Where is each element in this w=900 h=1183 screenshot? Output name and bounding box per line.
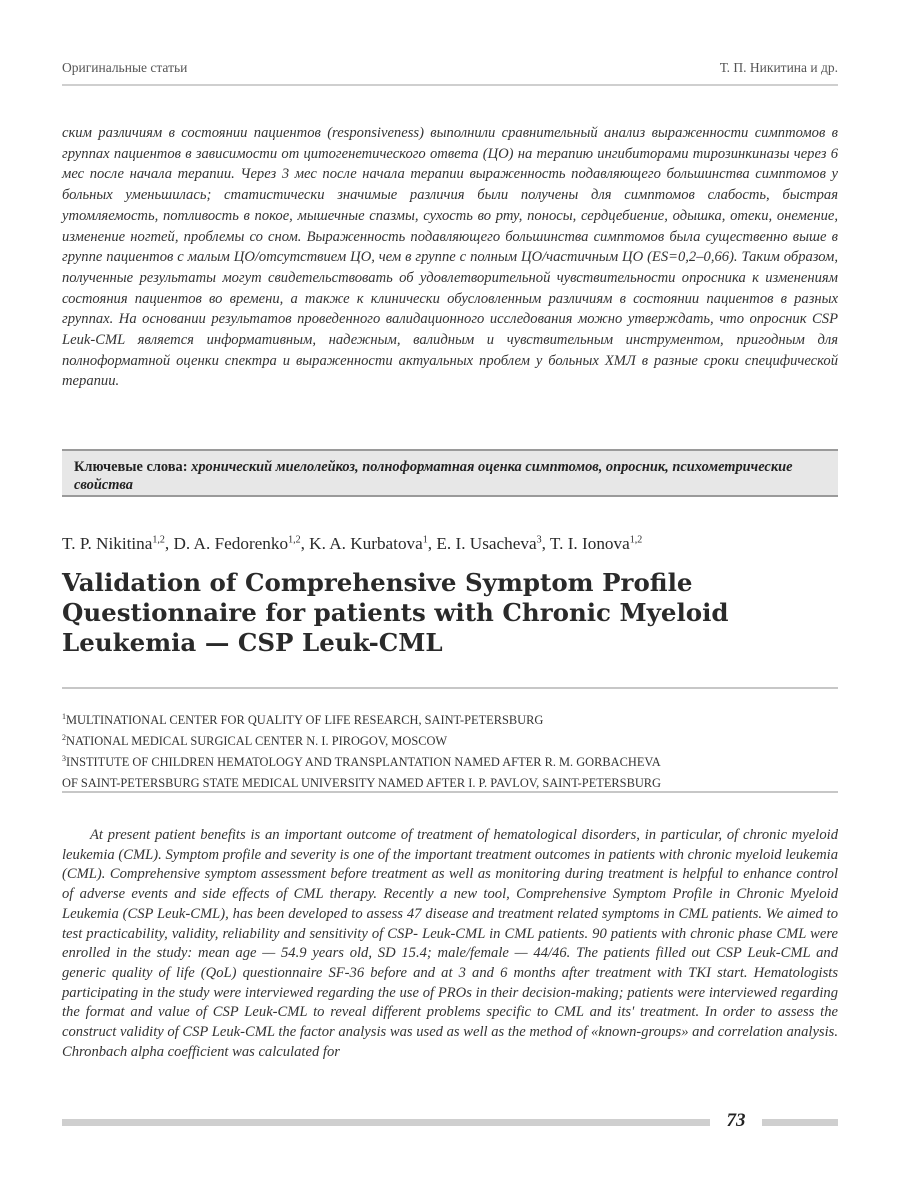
author-separator: , xyxy=(164,534,174,553)
affiliation-line xyxy=(62,750,838,771)
affiliation-text: MULTINATIONAL CENTER FOR QUALITY OF LIFE RESEARCH, SAINT-PETERSBURG xyxy=(66,713,544,728)
affiliation-line xyxy=(62,729,838,750)
author-separator: , xyxy=(300,534,310,553)
header-authors: Т. П. Никитина и др. xyxy=(719,60,838,75)
keywords-box xyxy=(62,449,838,497)
affiliation-line xyxy=(62,771,838,792)
affiliations xyxy=(62,708,838,793)
author-list xyxy=(62,534,838,554)
page-number: 73 xyxy=(726,1110,746,1131)
author-affiliation-mark: 1,2 xyxy=(152,534,165,546)
article-title xyxy=(62,568,838,658)
affiliations-bottom-divider xyxy=(62,791,838,793)
author-affiliation-mark: 1,2 xyxy=(288,534,301,546)
footer-bar-left xyxy=(62,1119,710,1126)
running-header xyxy=(62,60,838,76)
header-section: Оригинальные статьи xyxy=(62,60,188,75)
affiliation-text: NATIONAL MEDICAL SURGICAL CENTER N. I. PIROGOV, MOSCOW xyxy=(66,734,448,749)
author-name: K. A. Kurbatova xyxy=(309,534,423,553)
author-name: D. A. Fedorenko xyxy=(173,534,289,553)
author-separator: , xyxy=(541,534,550,553)
author-affiliation-mark: 1,2 xyxy=(629,534,643,546)
affiliations-top-divider xyxy=(62,687,838,689)
affiliation-text: INSTITUTE OF CHILDREN HEMATOLOGY AND TRANSPLANTATION NAMED AFTER R. M. GORBACHEVA xyxy=(66,755,661,770)
english-abstract: At present patient benefits is an important outcome of treatment of hematological disorders, in particular, of chronic myeloid leukemia (CML). Symptom profile and severity is one of the important treatment outcomes in patients with chronic myeloid leukemia (CML). Comprehensive symptom assessment before treatment as well as monitoring during treatment is helpful to enhance control of adverse events and side effects of CML therapy. Recently a new tool, Comprehensive Symptom Profile in Chronic Myeloid Leukemia (CSP Leuk-CML), has been developed to assess 47 disease and treatment related symptoms in CML patients. We aimed to test practicability, validity, reliability and sensitivity of CSP- Leuk-CML in CML patients. 90 patients with chronic phase CML were enrolled in the study: mean age — 54.9 years old, SD 15.4; male/female — 44/46. The patients filled out CSP Leuk-CML and generic quality of life (QoL) questionnaire SF-36 before and at 3 and 6 months after treatment with TKI start. Hematologists participating in the study were interviewed regarding the use of PROs in their decision-making; patients were interviewed regarding the format and value of CSP Leuk-CML to reveal different problems specific to CML and its' treatment. In order to assess the construct validity of CSP Leuk-CML the factor analysis was used as well as the method of «known-groups» and correlation analysis. Chronbach alpha coefficient was calculated for xyxy=(62,827,838,1060)
affiliation-number: 3 xyxy=(62,754,66,764)
author-separator: , xyxy=(427,534,437,553)
affiliation-number: 1 xyxy=(62,712,66,721)
affiliation-number: 2 xyxy=(62,733,66,743)
author-affiliation-mark: 3 xyxy=(536,534,542,546)
title-line: Validation of Comprehensive Symptom Profile xyxy=(62,568,693,597)
author-name: T. I. Ionova xyxy=(549,534,630,553)
russian-abstract-text: ским различиям в состоянии пациентов (responsiveness) выполнили сравнительный анализ выраженности симптомов в группах пациентов в зависимости от цитогенетического ответа (ЦО) на терапию ингибиторами тирозинкиназы через 6 мес после начала терапии. Через 3 мес после начала терапии выраженность подавляющего большинства симптомов у больных уменьшилась; статистически значимые различия были получены для симптомов слабость, быстрая утомляемость, потливость в покое, мышечные спазмы, сухость во рту, поносы, сердцебиение, одышка, отеки, онемение, изменение ногтей, проблемы со сном. Выраженность подавляющего большинства симптомов была существенно выше в группе пациентов с малым ЦО/отсутствием ЦО, чем в группе с полным ЦО/частичным ЦО (ES=0,2–0,66). Таким образом, полученные результаты могут свидетельствовать об удовлетворительной чувствительности опросника к изменениям состояния пациентов во времени, а также к клинически обусловленным различиям в состоянии пациентов в разных группах. На основании результатов проведенного валидационного исследования можно утверждать, что опросник CSP Leuk-CML является информативным, надежным, валидным и чувствительным инструментом, пригодным для полноформатной оценки спектра и выраженности актуальных проблем у больных ХМЛ в разные сроки специфической терапии. xyxy=(62,125,838,390)
header-divider xyxy=(62,84,838,86)
footer-bar-right xyxy=(762,1119,838,1126)
title-line: Leukemia — CSP Leuk-CML xyxy=(62,628,443,657)
keywords-text: хронический миелолейкоз, полноформатная оценка симптомов, опросник, психометрические свойства xyxy=(74,459,793,493)
affiliation-line xyxy=(62,708,838,729)
affiliation-text: OF SAINT-PETERSBURG STATE MEDICAL UNIVERSITY NAMED AFTER I. P. PAVLOV, SAINT-PETERSBURG xyxy=(62,776,661,791)
author-affiliation-mark: 1 xyxy=(422,534,428,546)
author-name: E. I. Usacheva xyxy=(436,534,537,553)
russian-abstract xyxy=(62,123,838,392)
keywords-label: Ключевые слова: xyxy=(74,459,188,475)
title-line: Questionnaire for patients with Chronic Myeloid xyxy=(62,598,729,627)
author-name: T. P. Nikitina xyxy=(62,534,153,553)
